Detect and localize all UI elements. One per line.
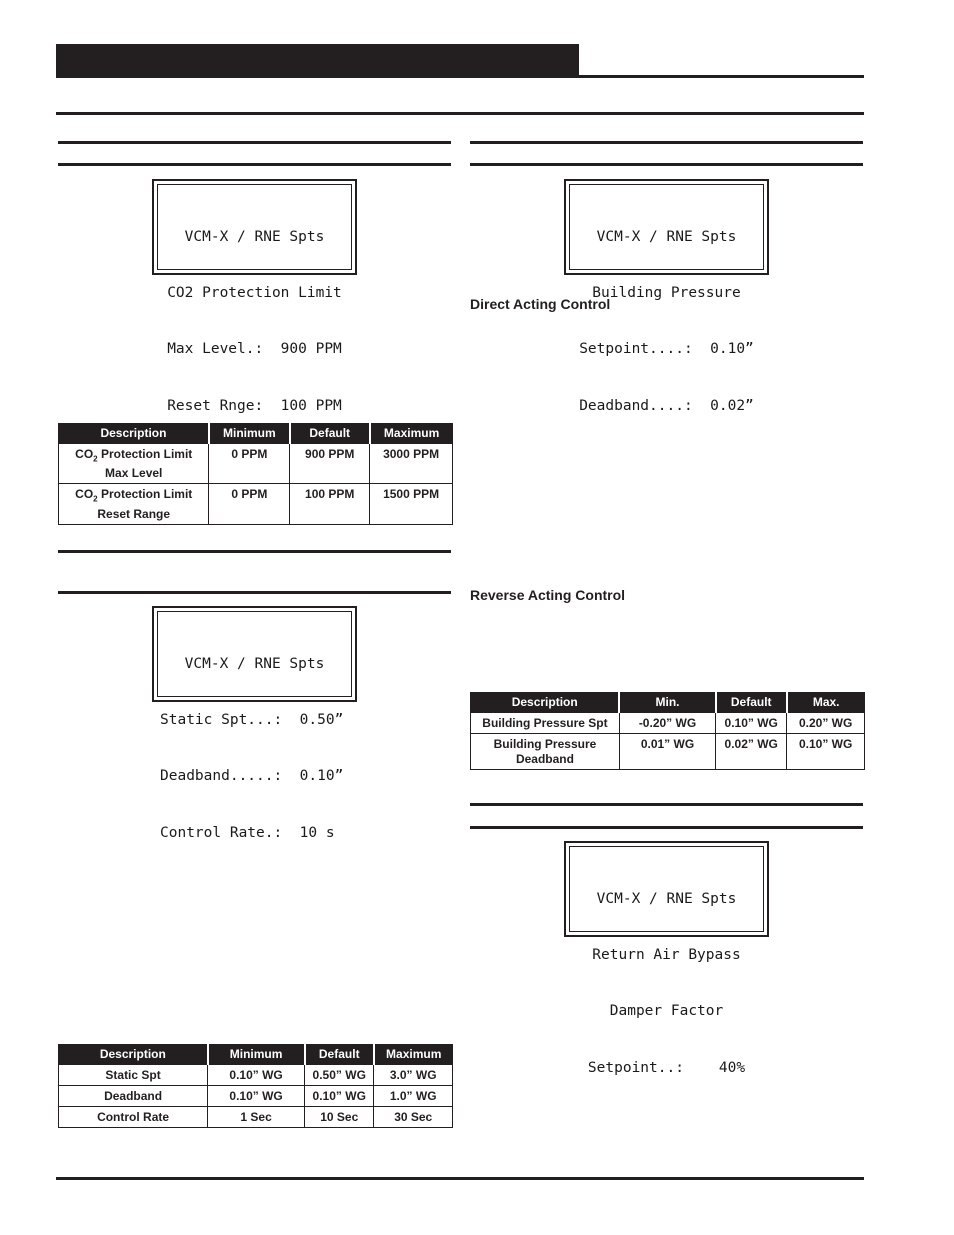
- row-description: $CO_2$ Protection Limit Max Level: [59, 444, 209, 484]
- header-bar: [56, 44, 579, 78]
- table-row: [59, 444, 453, 484]
- col-header: Minimum: [208, 1044, 305, 1065]
- row-default: 10 Sec: [305, 1107, 374, 1128]
- row-minimum: -0.20” WG: [619, 713, 715, 734]
- section-rule-right-2b: [470, 826, 863, 829]
- table-row: [471, 713, 865, 734]
- header-rule: [56, 75, 864, 78]
- col-header: Minimum: [209, 423, 290, 444]
- section-rule-left-2b: [58, 591, 451, 594]
- lcd-co2-protection: [152, 179, 357, 414]
- lcd-line: Damper Factor: [609, 1003, 724, 1020]
- building-pressure-table: [470, 692, 865, 770]
- row-maximum: 3000 PPM: [370, 444, 453, 484]
- row-maximum: 1.0” WG: [374, 1086, 453, 1107]
- section-rule-left-1a: [58, 141, 451, 144]
- lcd-line: Max Level.: 900 PPM: [167, 341, 342, 358]
- lcd-line: Setpoint....: 0.10”: [579, 341, 754, 358]
- lcd-building-pressure: [564, 179, 769, 414]
- col-header: Maximum: [374, 1044, 453, 1065]
- lcd-line: VCM-X / RNE Spts: [184, 228, 325, 245]
- row-maximum: 0.20” WG: [787, 713, 865, 734]
- row-description: Building Pressure Deadband: [471, 734, 620, 770]
- row-maximum: 30 Sec: [374, 1107, 453, 1128]
- row-minimum: 0.01” WG: [619, 734, 715, 770]
- lcd-line: Deadband....: 0.02”: [579, 397, 754, 414]
- row-default: 0.50” WG: [305, 1065, 374, 1086]
- col-header: Default: [290, 423, 370, 444]
- row-description: Control Rate: [59, 1107, 208, 1128]
- table-row: [59, 1065, 453, 1086]
- lcd-line: Reset Rnge: 100 PPM: [167, 397, 342, 414]
- lcd-line: Control Rate.: 10 s: [160, 824, 335, 841]
- col-header: Maximum: [370, 423, 453, 444]
- footer-rule: [56, 1177, 864, 1180]
- col-header: Max.: [787, 692, 865, 713]
- table-row: [59, 1107, 453, 1128]
- co2-limit-table: [58, 423, 453, 525]
- reverse-acting-heading: Reverse Acting Control: [470, 587, 626, 603]
- lcd-return-air-bypass: [564, 841, 769, 1076]
- lcd-line: VCM-X / RNE Spts: [596, 228, 737, 245]
- row-minimum: 0.10” WG: [208, 1086, 305, 1107]
- row-default: 900 PPM: [290, 444, 370, 484]
- lcd-line: Return Air Bypass: [592, 946, 741, 963]
- section-rule-left-2a: [58, 550, 451, 553]
- lcd-line: VCM-X / RNE Spts: [184, 655, 325, 672]
- row-default: 100 PPM: [290, 484, 370, 524]
- row-description: Static Spt: [59, 1065, 208, 1086]
- static-pressure-table: [58, 1044, 453, 1128]
- lcd-line: VCM-X / RNE Spts: [596, 890, 737, 907]
- direct-acting-heading: Direct Acting Control: [470, 296, 611, 312]
- lcd-line: Deadband.....: 0.10”: [160, 768, 344, 785]
- section-rule-right-1b: [470, 163, 863, 166]
- row-maximum: 0.10” WG: [787, 734, 865, 770]
- row-default: 0.02” WG: [716, 734, 787, 770]
- row-description: Building Pressure Spt: [471, 713, 620, 734]
- lcd-line: Building Pressure: [592, 284, 741, 301]
- row-description: Deadband: [59, 1086, 208, 1107]
- col-header: Default: [305, 1044, 374, 1065]
- row-default: 0.10” WG: [716, 713, 787, 734]
- row-minimum: 1 Sec: [208, 1107, 305, 1128]
- col-header: Min.: [619, 692, 715, 713]
- lcd-static-pressure: [152, 606, 357, 841]
- lcd-line: Static Spt...: 0.50”: [160, 711, 344, 728]
- col-header: Default: [716, 692, 787, 713]
- row-maximum: 3.0” WG: [374, 1065, 453, 1086]
- table-row: [471, 734, 865, 770]
- lcd-line: Setpoint..: 40%: [587, 1059, 746, 1076]
- section-rule-top: [56, 112, 864, 115]
- row-minimum: 0 PPM: [209, 484, 290, 524]
- lcd-line: CO2 Protection Limit: [167, 284, 342, 301]
- col-header: Description: [59, 423, 209, 444]
- section-rule-left-1b: [58, 163, 451, 166]
- table-row: [59, 1086, 453, 1107]
- table-row: [59, 484, 453, 524]
- row-minimum: 0.10” WG: [208, 1065, 305, 1086]
- row-maximum: 1500 PPM: [370, 484, 453, 524]
- row-minimum: 0 PPM: [209, 444, 290, 484]
- col-header: Description: [471, 692, 620, 713]
- section-rule-right-2a: [470, 803, 863, 806]
- row-description: $CO_2$ Protection Limit Reset Range: [59, 484, 209, 524]
- col-header: Description: [59, 1044, 208, 1065]
- row-default: 0.10” WG: [305, 1086, 374, 1107]
- section-rule-right-1a: [470, 141, 863, 144]
